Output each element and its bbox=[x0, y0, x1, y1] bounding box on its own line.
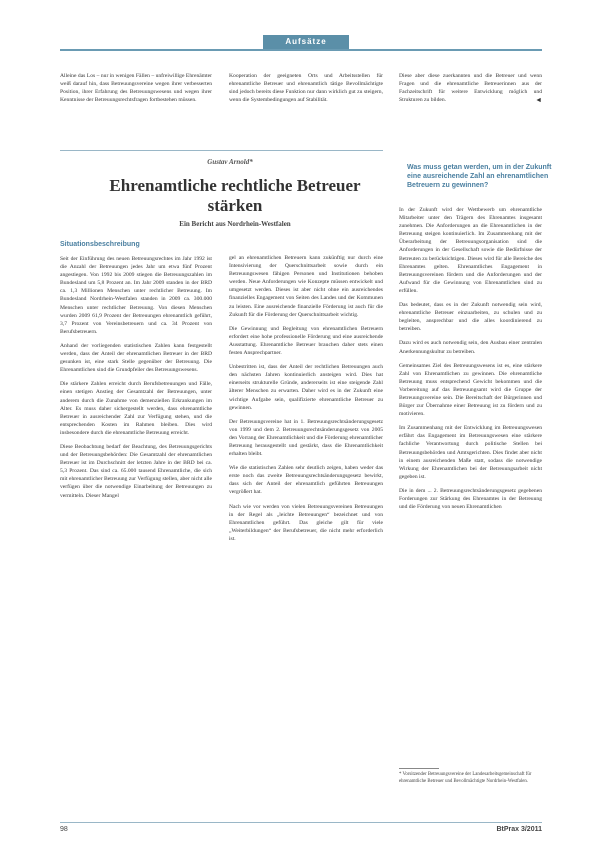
paragraph: Im Zusammenhang mit der Entwicklung im Betreuungswesen erfährt das Engagement im Betreuungswesen eine stärkere fachliche Verantwortung durch politische Stellen bei Betreuungsbehörden und Amtsgerichten. Dies findet aber nicht in einem ausreichenden Maße statt, sodass die notwendige Wirkung der Ehrenamtlichen bei der Betreuungsarbeit nicht gegeben ist. bbox=[399, 425, 542, 480]
paragraph: Die Gewinnung und Begleitung von ehrenamtlichen Betreuern erfordert eine hohe professionelle Förderung und eine ausreichende Ausstattung. Ehrenamtliche Betreuer brauchen daher stets einen festen Ansprechpartner. bbox=[229, 325, 383, 357]
paragraph: Gemeinsames Ziel des Betreuungswesens ist es, eine stärkere Zahl von Ehrenamtlichen zu gewinnen. Die ehrenamtliche Betreuung muss entsprechend Gewicht bekommen und die Vorbereitung auf das Betreuungsamt wird die Gruppe der Betreuungsvereine sein. Die Bereitschaft der Bürgerinnen und Bürger zur Übernahme einer Betreuung ist zu fördern und zu motivieren. bbox=[399, 362, 542, 418]
footnote: * Vorsitzender Betreuungsvereine der Landesarbeitsgemeinschaft für ehrenamtliche Betreuer und Bevollmächtigte Nordrhein-Westfalen. bbox=[399, 772, 532, 784]
paragraph: Wie die statistischen Zahlen sehr deutlich zeigen, haben weder das erste noch das zweite Betreuungsrechtsänderungsgesetz bewirkt, dass sich der Anteil der ehrenamtlich geführten Betreuungen vergrößert hat. bbox=[229, 465, 383, 496]
body-column-3 bbox=[399, 206, 542, 517]
page-number: 98 bbox=[60, 826, 68, 833]
section-heading: Situationsbeschreibung bbox=[60, 241, 140, 248]
article-subtitle: Ein Bericht aus Nordrhein-Westfalen bbox=[179, 220, 291, 228]
top-rule bbox=[60, 49, 542, 51]
body-column-1 bbox=[60, 240, 212, 506]
paragraph: Seit der Einführung des neuen Betreuungsrechtes im Jahr 1992 ist die Anzahl der Betreuungen jedes Jahr um etwa fünf Prozent angestiegen. Von 1992 bis 2009 stiegen die Betreuungszahlen im Bundesland um 5,8 Prozent an. Im Jahr 2009 standen in der BRD ca. 1,3 Millionen Menschen unter rechtlicher Betreuung. Im Bundesland Nordrhein-Westfalen standen in 2009 ca. 300.000 Menschen unter rechtlicher Betreuung. Von diesen Menschen wurden 2009 61,9 Prozent der Betreuungen ehrenamtlich geführt, 3,7 Prozent von Vereinsbetreuern und ca. 34 Prozent von Berufsbetreuern. bbox=[60, 256, 212, 335]
top-column-1 bbox=[60, 72, 212, 110]
paragraph: Die in dem ... 2. Betreuungsrechtsänderungsgesetz gegebenen Forderungen zur Stärkung des Ehrenamtes in der Betreuung und die Förderung von neuen Ehrenamtlichen bbox=[399, 487, 542, 511]
paragraph: Alleine das Los – nur in wenigen Fällen – unfreiwillige Ehrenämter weiß darauf hin, dass Betreuungsvereine wegen ihrer verbesserten Position, ihrer Erfahrung des Betreuungswesens und wegen ihrer Kenntnisse der Betreuungsrechtsfragen fortbestehen müssen. bbox=[60, 73, 212, 104]
end-mark: ◄ bbox=[535, 96, 542, 105]
paragraph: gel an ehrenamtlichen Betreuern kann zukünftig nur durch eine Intensivierung der Querschnittsarbeit sowie durch ein Betreuungswesen fähigen Personen und Institutionen behoben werden. Neue Anforderungen wie Konzepte müssen entwickelt und umgesetzt werden. Dieses ist aber nicht ohne ein ausreichendes finanzielles Engagement von Seiten des Landes und der Kommunen zu leisten. Eine ausreichende finanzielle Förderung ist auch für die Zukunft für die Förderung der Querschnittsarbeit wichtig. bbox=[229, 255, 383, 318]
footer-rule bbox=[60, 822, 542, 823]
top-column-2 bbox=[229, 72, 383, 110]
paragraph: Das bedeutet, dass es in der Zukunft notwendig sein wird, ehrenamtliche Betreuer einzuarbeiten, zu schulen und zu begleiten, ansprechbar und die alles koordinierend zu betreiben. bbox=[399, 302, 542, 333]
footnote-rule bbox=[399, 768, 439, 769]
paragraph: Kooperation der geeigneten Orts und Arbeitsstellen für ehrenamtliche Betreuer und ehrenamtlich tätige Bevollmächtigte sind jedoch bereits diese Funktion nur dann wirklich gut zu steigern, wenn die Systembedingungen auf Stabilität. bbox=[229, 73, 383, 104]
paragraph: Diese Beobachtung bedarf der Beachtung, des Betreuungsgerichts und der Betreuungsbehörden: Die Gesamtzahl der ehrenamtlichen Betreuer ist im Durchschnitt der letzten Jahre in der BRD bei ca. 5,3 Prozent. Das sind ca. 65.000 tausend Ehrenamtliche, die sich mit ehrenamtlicher Betreuung zur Verfügung stellen, aber nicht alle verfügen über die notwendige Einarbeitung der Betreuungen zu vermitteln. Dieser Mangel bbox=[60, 443, 212, 499]
paragraph: Diese aber diese zuerkannten und die Betreuer und wenn Fragen und die ehrenamtliche Betreuerinnen aus der Fachzeitschrift für weitere Entwicklung möglich und Strukturen zu bilden. bbox=[399, 73, 542, 104]
body-column-2 bbox=[229, 254, 383, 549]
paragraph: Anhand der vorliegenden statistischen Zahlen kann festgestellt werden, dass der Anteil der ehrenamtlichen Betreuer in der BRD gesunken ist, eine stark Stelle gegenüber der Betreuung. Die Ehrenamtlichen sind die Grundpfeiler des Betreuungswesens. bbox=[60, 342, 212, 374]
paragraph: Dazu wird es auch notwendig sein, den Ausbau einer zentralen Anerkennungskultur zu betreiben. bbox=[399, 340, 542, 355]
article-author: Gustav Arnold* bbox=[207, 158, 253, 166]
top-column-3 bbox=[399, 72, 542, 104]
paragraph: Unbestritten ist, dass der Anteil der rechtlichen Betreuungen auch den nächsten Jahren kontinuierlich ansteigen wird. Dies hat einerseits strukturelle Gründe, andererseits ist eine steigende Zahl älterer Menschen zu erwarten. Daher wird es in der Zukunft eine wichtige Aufgabe sein, qualifizierte ehrenamtliche Betreuer zu gewinnen. bbox=[229, 364, 383, 411]
divider bbox=[60, 150, 383, 151]
paragraph: Die stärkere Zahlen erreicht durch Berufsbetreuungen und Fälle, einen stetigen Anstieg der Gesamtzahl der Betreuungen, unter anderem durch die Zunahme von demenziellen Erkrankungen im Alter. Es muss daher sichergestellt werden, dass ehrenamtliche Betreuer in ausreichender Zahl zur Verfügung stehen, und die entsprechenden Kosten im Rahmen bleiben. Dies wird insbesondere durch die ehrenamtliche Betreuung erreicht. bbox=[60, 381, 212, 436]
paragraph: In der Zukunft wird der Wettbewerb um ehrenamtliche Mitarbeiter unter den Trägern des Ehrenamtes insgesamt zunehmen. Die Anforderungen an die Ehrenamtlichen in der Betreuung steigen kontinuierlich. Im Zusammenhang mit der Überarbeitung der Betreuungsorganisation sind die Anforderungen in der Gesellschaft sowie die Bedürfnisse der Betreuten zu berücksichtigen. Dieses wird für alle Bereiche des Ehrenamtes gelten. Ehrenamtliches Engagement in Betreuungsvereinen fördern und die Anforderungen und der Aufwand für die Gewinnung von Ehrenamtlichen sind zu erfüllen. bbox=[399, 207, 542, 294]
paragraph: Der Betreuungsvereine hat in 1. Betreuungsrechtsänderungsgesetz von 1999 und dem 2. Betreuungsrechtsänderungsgesetz von 2005 den Vorrang der Ehrenamtlichkeit und die Förderung ehrenamtlicher Betreuung herausgestellt und gestärkt, dass die Ehrenamtlichkeit erhalten bleibt. bbox=[229, 418, 383, 458]
article-title bbox=[90, 176, 380, 216]
section-tab: Aufsätze bbox=[263, 35, 349, 49]
paragraph: Nach wie vor werden von vielen Betreuungsvereinen Betreuungen in der Regel als „leichte Betreuungen“ bezeichnet und von Ehrenamtlichen geführt. Das gleiche gilt für viele „Weiterbildungen“ der Berufsbetreuer, die nicht mehr erforderlich ist. bbox=[229, 503, 383, 542]
journal-issue: BtPrax 3/2011 bbox=[496, 826, 542, 833]
title-line: stärken bbox=[207, 196, 263, 215]
title-line: Ehrenamtliche rechtliche Betreuer bbox=[109, 176, 361, 195]
side-heading: Was muss getan werden, um in der Zukunft eine ausreichende Zahl an ehrenamtlichen Betreuern zu gewinnen? bbox=[407, 164, 552, 190]
